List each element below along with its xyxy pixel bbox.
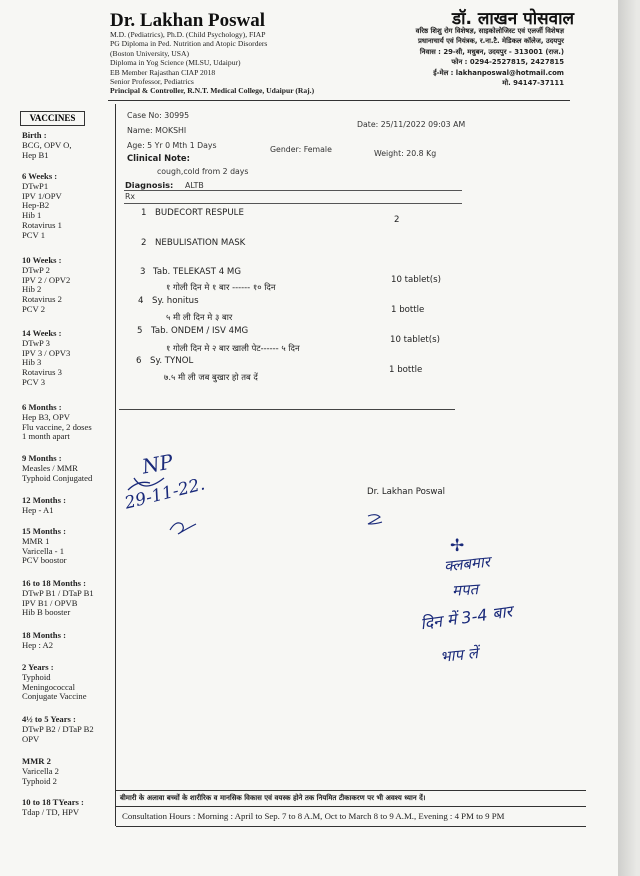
hindi-line: वरिष्ठ शिशु रोग विशेषज्ञ, साइकोलोजिस्ट एवं एलर्जी विशेषज्ञ bbox=[415, 27, 564, 35]
handwritten-note-3: दिन में 3-4 बार bbox=[419, 601, 514, 634]
rx-item-qty: 1 bottle bbox=[389, 365, 423, 375]
handwritten-note-4: भाप लें bbox=[439, 644, 479, 666]
rx-item-number: 4 bbox=[138, 296, 144, 306]
doctor-qualifications bbox=[110, 30, 314, 96]
vaccine-group-18-months: 18 Months : Hep : A2 bbox=[22, 630, 66, 650]
handwritten-note-2: मपत bbox=[451, 580, 479, 600]
footer-mid-line bbox=[116, 806, 586, 807]
small-check-mark bbox=[366, 512, 386, 528]
rx-item-number: 1 bbox=[141, 208, 147, 218]
hindi-line: मो. 94147-37111 bbox=[502, 79, 564, 88]
vaccine-group-mmr2: MMR 2 Varicella 2 Typhoid 2 bbox=[22, 756, 59, 786]
hindi-line: ई-मेल : lakhanposwal@hotmail.com bbox=[433, 68, 564, 77]
rx-item-number: 2 bbox=[141, 238, 147, 248]
rx-item-number: 6 bbox=[136, 356, 142, 366]
hindi-line: निवास : 29-सी, मधुबन, उदयपुर - 313001 (राज.) bbox=[419, 47, 564, 56]
patient-weight: Weight: 20.8 Kg bbox=[374, 149, 437, 158]
rx-item-number: 5 bbox=[137, 326, 143, 336]
qualification-line: M.D. (Pediatrics), Ph.D. (Child Psychology), FIAP bbox=[110, 30, 266, 39]
diagnosis-label: Diagnosis: bbox=[125, 180, 174, 190]
doctor-name-hindi: डॉ. लाखन पोसवाल bbox=[452, 9, 574, 29]
vaccine-group-16-18-months: 16 to 18 Months : DTwP B1 / DTaP B1 IPV B1 / OPVB Hib B booster bbox=[22, 578, 94, 618]
vaccine-group-14-weeks: 14 Weeks : DTwP 3 IPV 3 / OPV3 Hib 3 Rotavirus 3 PCV 3 bbox=[22, 328, 71, 387]
rx-item-name: Sy. honitus bbox=[152, 296, 199, 306]
rx-item-instructions: ५ मी ली दिन मे ३ बार bbox=[166, 312, 233, 322]
rx-item-qty: 10 tablet(s) bbox=[391, 275, 441, 285]
rx-item-qty: 10 tablet(s) bbox=[390, 335, 440, 345]
handwritten-plus-mark: ✢ bbox=[450, 536, 465, 556]
rx-item-name: BUDECORT RESPULE bbox=[155, 208, 244, 218]
rx-item-instructions: १ गोली दिन मे १ बार ------ १० दिन bbox=[166, 282, 276, 292]
rx-item-name: Sy. TYNOL bbox=[150, 356, 194, 366]
qualification-line: Senior Professor, Pediatrics bbox=[110, 77, 194, 87]
rx-item-qty: 1 bottle bbox=[391, 305, 425, 315]
hindi-line: प्रधानाचार्य एवं नियंत्रक, र.ना.टै. मेडिकल कॉलेज, उदयपुर bbox=[417, 37, 564, 46]
footer-bottom-line bbox=[116, 826, 586, 827]
handwritten-initials-date bbox=[120, 450, 230, 540]
vaccine-group-birth: Birth : BCG, OPV O, Hep B1 bbox=[22, 130, 72, 160]
vaccine-group-10-weeks: 10 Weeks : DTwP 2 IPV 2 / OPV2 Hib 2 Rotavirus 2 PCV 2 bbox=[22, 255, 71, 314]
vaccines-title: VACCINES bbox=[20, 111, 85, 126]
header-divider bbox=[108, 100, 570, 101]
qualification-line: Diploma in Yog Science (MLSU, Udaipur) bbox=[110, 58, 241, 68]
qualification-line: (Boston University, USA) bbox=[110, 48, 190, 58]
rx-item-instructions: ७.५ मी ली जब बुखार हो तब दें bbox=[164, 372, 258, 382]
footer-notice: बीमारी के अलावा बच्चों के शारीरिक व मानसिक विकास एवं वयस्क होने तक नियमित टीकाकरण पर भी अवश्य ध्यान दें। bbox=[120, 794, 426, 802]
diagnosis-value: ALTB bbox=[185, 181, 204, 190]
rx-item-qty: 2 bbox=[394, 215, 400, 225]
clinical-note: cough,cold from 2 days bbox=[157, 167, 249, 176]
hindi-line: फोन : 0294-2527815, 2427815 bbox=[451, 58, 564, 67]
vaccine-group-10-18-years: 10 to 18 TYears : Tdap / TD, HPV bbox=[22, 797, 84, 817]
doctor-name: Dr. Lakhan Poswal bbox=[110, 10, 266, 31]
patient-age: Age: 5 Yr 0 Mth 1 Days bbox=[127, 141, 217, 150]
signature-name: Dr. Lakhan Poswal bbox=[367, 487, 446, 497]
vaccine-group-9-months: 9 Months : Measles / MMR Typhoid Conjugated bbox=[22, 453, 93, 483]
prescription-end-line bbox=[119, 409, 455, 410]
vaccine-group-2-years: 2 Years : Typhoid Meningococcal Conjugate Vaccine bbox=[22, 662, 87, 702]
vaccine-group-4-5-years: 4½ to 5 Years : DTwP B2 / DTaP B2 OPV bbox=[22, 714, 94, 744]
footer-top-line bbox=[116, 790, 586, 791]
check-scribble-icon bbox=[366, 512, 386, 528]
handwritten-date: 29-11-22. bbox=[122, 474, 208, 514]
vaccine-group-12-months: 12 Months : Hep - A1 bbox=[22, 495, 66, 515]
patient-name: Name: MOKSHI bbox=[127, 126, 187, 135]
diagnosis-underline bbox=[124, 190, 462, 191]
vaccine-group-6-months: 6 Months : Hep B3, OPV Flu vaccine, 2 doses 1 month apart bbox=[22, 402, 92, 442]
clinical-note-label: Clinical Note: bbox=[127, 153, 190, 163]
rx-item-name: Tab. TELEKAST 4 MG bbox=[153, 267, 241, 277]
qualification-line: EB Member Rajasthan CIAP 2018 bbox=[110, 67, 216, 77]
vaccine-group-15-months: 15 Months : MMR 1 Varicella - 1 PCV boostor bbox=[22, 526, 67, 566]
vaccine-group-6-weeks: 6 Weeks : DTwP1 IPV 1/OPV Hep-B2 Hib 1 Rotavirus 1 PCV 1 bbox=[22, 171, 62, 240]
rx-label: Rx bbox=[125, 192, 136, 201]
rx-item-instructions: १ गोली दिन मे २ बार खाली पेट------ ५ दिन bbox=[166, 343, 300, 353]
sidebar-divider bbox=[115, 104, 116, 826]
doctor-details-hindi bbox=[368, 26, 564, 88]
visit-date: Date: 25/11/2022 09:03 AM bbox=[357, 120, 466, 129]
handwritten-note-1: क्लबमार bbox=[443, 552, 491, 576]
consultation-hours: Consultation Hours : Morning : April to Sep. 7 to 8 A.M, Oct to March 8 to 9 A.M., Evening : 4 PM to 9 PM bbox=[122, 811, 505, 821]
rx-item-name: Tab. ONDEM / ISV 4MG bbox=[151, 326, 249, 336]
patient-gender: Gender: Female bbox=[270, 145, 332, 154]
case-number: Case No: 30995 bbox=[127, 111, 190, 120]
qualification-line: PG Diploma in Ped. Nutrition and Atopic Disorders bbox=[110, 39, 268, 49]
doctor-position: Principal & Controller, R.N.T. Medical College, Udaipur (Raj.) bbox=[110, 86, 315, 96]
rx-item-name: NEBULISATION MASK bbox=[155, 238, 246, 248]
handwritten-initials: NP bbox=[140, 449, 175, 479]
rx-underline bbox=[124, 203, 462, 204]
rx-item-number: 3 bbox=[140, 267, 146, 277]
